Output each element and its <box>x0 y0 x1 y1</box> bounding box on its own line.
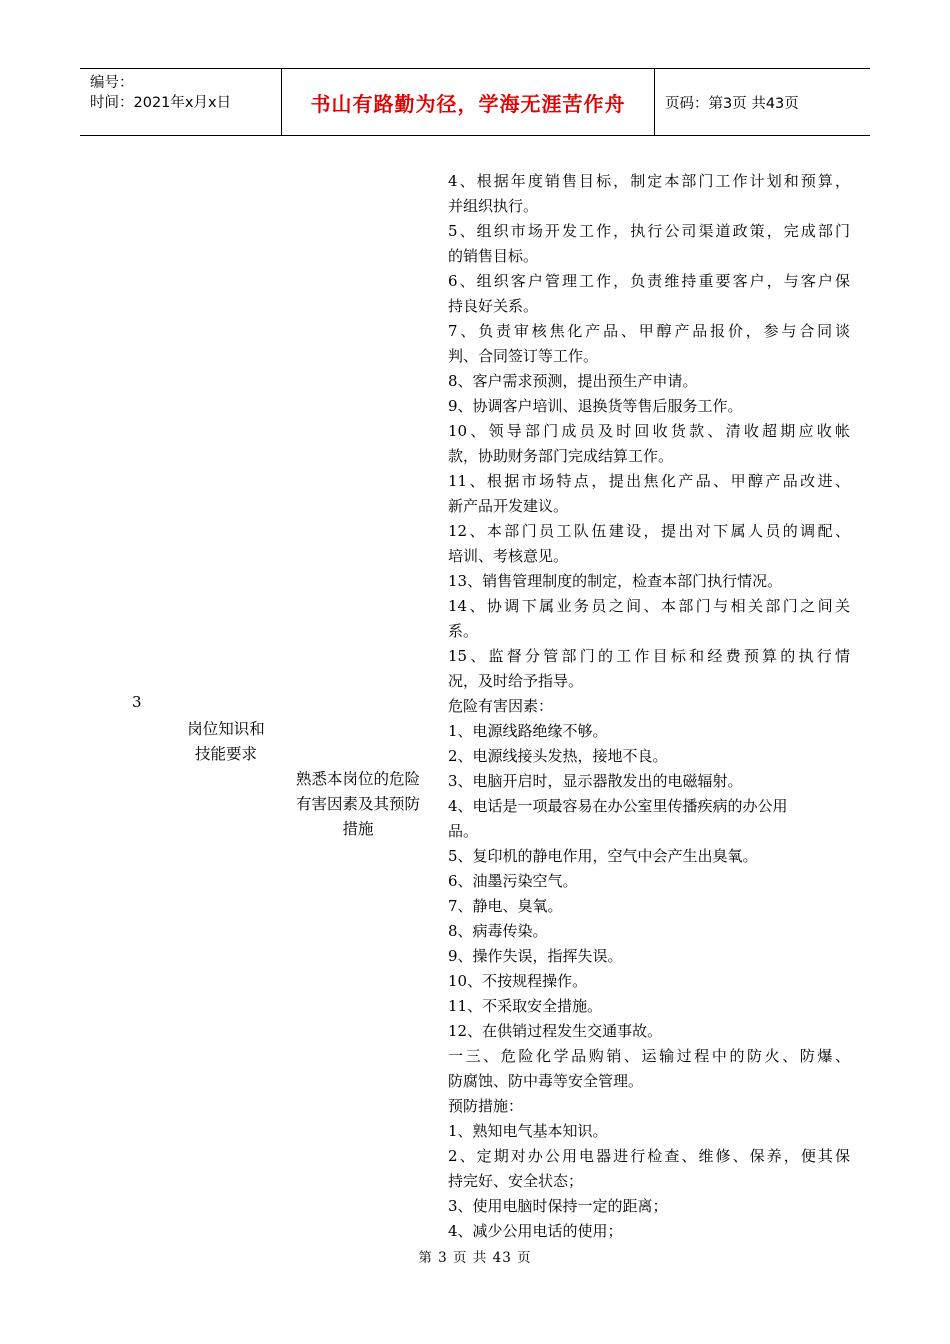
content-line: 6、组织客户管理工作，负责维持重要客户，与客户保 <box>448 272 850 290</box>
content-line: 12、在供销过程发生交通事故。 <box>448 1022 663 1040</box>
content-line: 12、本部门员工队伍建设，提出对下属人员的调配、 <box>448 522 850 540</box>
content-line: 9、协调客户培训、退换货等售后服务工作。 <box>448 397 743 415</box>
content-line: 培训、考核意见。 <box>448 547 569 565</box>
content-line: 新产品开发建议。 <box>448 497 569 515</box>
content-line: 11、不采取安全措施。 <box>448 997 603 1015</box>
category-line: 技能要求 <box>194 745 257 763</box>
content-line: 5、复印机的静电作用，空气中会产生出臭氧。 <box>448 847 758 865</box>
content-line: 持良好关系。 <box>448 297 539 315</box>
content-line: 的销售目标。 <box>448 247 539 265</box>
content-line: 1、熟知电气基本知识。 <box>448 1122 608 1140</box>
content-line: 并组织执行。 <box>448 197 539 215</box>
content-line: 10、不按规程操作。 <box>448 972 588 990</box>
content-line: 3、电脑开启时，显示器散发出的电磁辐射。 <box>448 772 743 790</box>
content-line: 防腐蚀、防中毒等安全管理。 <box>448 1072 644 1090</box>
content-line: 7、负责审核焦化产品、甲醇产品报价，参与合同谈 <box>448 322 850 340</box>
content-line: 持完好、安全状态； <box>448 1172 584 1190</box>
content-line: 一三、危险化学品购销、运输过程中的防火、防爆、 <box>448 1047 850 1065</box>
header-motto: 书山有路勤为径，学海无涯苦作舟 <box>282 69 655 135</box>
content-line: 款，协助财务部门完成结算工作。 <box>448 447 674 465</box>
content-line: 8、病毒传染。 <box>448 922 548 940</box>
content-line: 2、电源线接头发热，接地不良。 <box>448 747 668 765</box>
category-cell <box>174 717 278 767</box>
number-label: 编号： <box>90 75 134 91</box>
content-line: 7、静电、臭氧。 <box>448 897 563 915</box>
content-line: 4、电话是一项最容易在办公室里传播疾病的办公用 <box>448 797 788 815</box>
item-line: 有害因素及其预防 <box>295 795 420 813</box>
page-footer: 第 3 页 共 43 页 <box>418 1250 532 1266</box>
content-line: 危险有害因素： <box>448 697 554 715</box>
page-header <box>80 68 870 136</box>
date-label: 时间：2021年x月x日 <box>90 95 232 111</box>
content-cell <box>448 169 850 1244</box>
content-line: 9、操作失误，指挥失误。 <box>448 947 623 965</box>
content-line: 1、电源线路绝缘不够。 <box>448 722 608 740</box>
item-line: 措施 <box>342 820 374 838</box>
content-line: 5、组织市场开发工作，执行公司渠道政策，完成部门 <box>448 222 850 240</box>
content-line: 6、油墨污染空气。 <box>448 872 578 890</box>
content-line: 4、根据年度销售目标，制定本部门工作计划和预算， <box>448 172 850 190</box>
item-line: 熟悉本岗位的危险 <box>295 770 420 788</box>
content-line: 3、使用电脑时保持一定的距离； <box>448 1197 668 1215</box>
header-meta <box>80 69 282 135</box>
content-line: 品。 <box>448 822 479 840</box>
content-line: 系。 <box>448 622 479 640</box>
item-cell <box>286 767 430 842</box>
content-line: 15、监督分管部门的工作目标和经费预算的执行情 <box>448 647 850 665</box>
header-page-number: 页码：第3页 共43页 <box>665 95 799 112</box>
row-number: 3 <box>132 693 142 711</box>
content-line: 11、根据市场特点，提出焦化产品、甲醇产品改进、 <box>448 472 850 490</box>
content-line: 4、减少公用电话的使用； <box>448 1222 623 1240</box>
content-line: 10、领导部门成员及时回收货款、清收超期应收帐 <box>448 422 850 440</box>
category-line: 岗位知识和 <box>187 720 265 738</box>
content-line: 判、合同签订等工作。 <box>448 347 599 365</box>
content-line: 2、定期对办公用电器进行检查、维修、保养，便其保 <box>448 1147 850 1165</box>
content-line: 预防措施： <box>448 1097 524 1115</box>
content-line: 14、协调下属业务员之间、本部门与相关部门之间关 <box>448 597 850 615</box>
content-line: 13、销售管理制度的制定，检查本部门执行情况。 <box>448 572 783 590</box>
content-line: 况，及时给予指导。 <box>448 672 584 690</box>
content-line: 8、客户需求预测，提出预生产申请。 <box>448 372 698 390</box>
